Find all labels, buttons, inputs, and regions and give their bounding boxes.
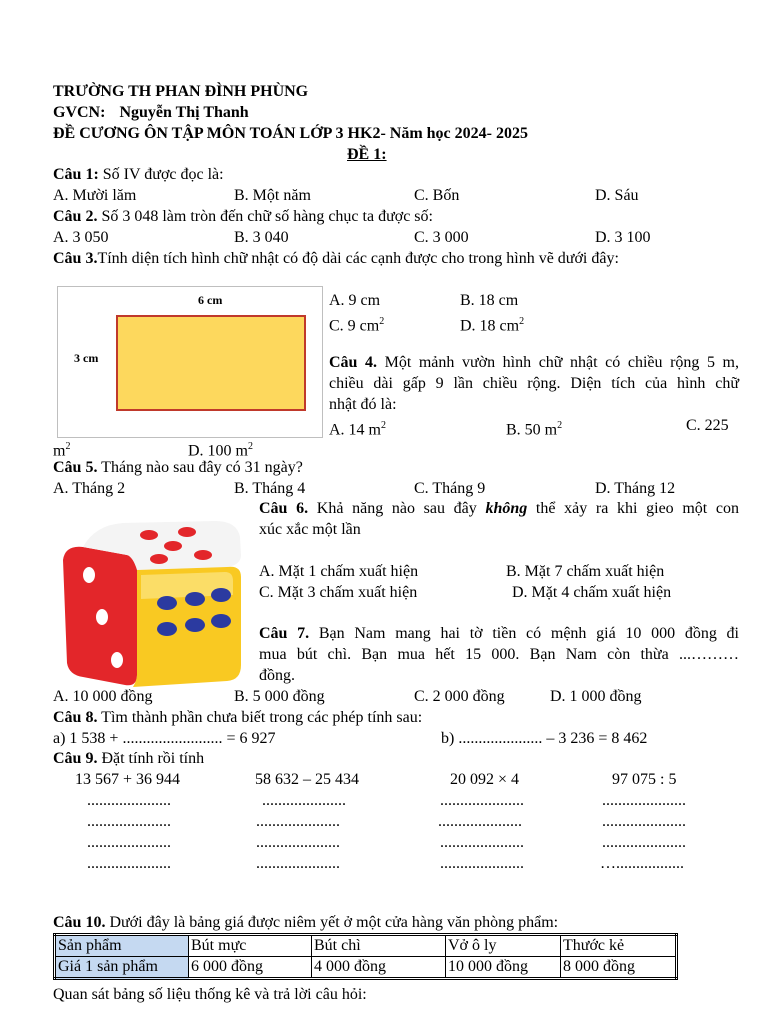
option-text: A. 14 m (329, 421, 381, 439)
dice-image (55, 515, 245, 690)
superscript: 2 (248, 441, 253, 452)
answer-blank: ..................... (256, 855, 340, 872)
q7-option-d: D. 1 000 đồng (550, 688, 642, 705)
question-text: Khả năng nào sau đây (308, 500, 486, 517)
answer-blank: ..................... (602, 834, 686, 851)
q7-option-a: A. 10 000 đồng (53, 688, 153, 705)
table-cell: Vở ô ly (446, 935, 561, 957)
table-cell: 10 000 đồng (446, 957, 561, 979)
q6-option-b: B. Mặt 7 chấm xuất hiện (506, 563, 665, 580)
q9-operation-2: 58 632 – 25 434 (255, 771, 359, 788)
teacher-line (53, 103, 249, 123)
question-8 (53, 708, 422, 728)
question-4-line1 (329, 353, 739, 373)
question-4-line2: chiều dài gấp 9 lần chiều rộng. Diện tích của hình chữ (329, 375, 739, 392)
height-label: 3 cm (74, 351, 99, 365)
answer-blank: ..................... (438, 813, 522, 830)
q7-option-b: B. 5 000 đồng (234, 688, 325, 705)
question-7-line1 (259, 624, 739, 644)
question-text: Dưới đây là bảng giá được niêm yết ở một cửa hàng văn phòng phẩm: (105, 914, 559, 931)
answer-blank: ..................... (87, 834, 171, 851)
q1-option-c: C. Bốn (414, 187, 460, 204)
q5-option-b: B. Tháng 4 (234, 480, 306, 497)
q2-option-d: D. 3 100 (595, 229, 651, 246)
table-row (55, 957, 677, 979)
question-text: Số IV được đọc là: (98, 166, 224, 183)
answer-blank: ..................... (256, 813, 340, 830)
q3-option-b: B. 18 cm (460, 292, 519, 309)
q4-option-b (506, 416, 562, 440)
emphasis-text: không (485, 500, 528, 517)
question-3 (53, 249, 619, 269)
answer-blank: ..................... (440, 855, 524, 872)
question-9 (53, 749, 204, 769)
q1-option-d: D. Sáu (595, 187, 639, 204)
question-7-line2: mua bút chì. Bạn mua hết 15 000. Bạn Nam còn thừa ...……… (259, 646, 739, 663)
q6-option-d: D. Mặt 4 chấm xuất hiện (512, 584, 672, 601)
q2-option-b: B. 3 040 (234, 229, 289, 246)
question-text: Tháng nào sau đây có 31 ngày? (97, 459, 303, 476)
q3-option-d (460, 312, 524, 336)
answer-blank: ..................... (440, 792, 524, 809)
question-label: Câu 8. (53, 709, 98, 726)
q8-part-a: a) 1 538 + ......................... = 6 927 (53, 730, 276, 747)
question-4-line3: nhật đó là: (329, 396, 397, 413)
question-label: Câu 6. (259, 500, 309, 517)
q7-option-c: C. 2 000 đồng (414, 688, 505, 705)
document-title: ĐỀ CƯƠNG ÔN TẬP MÔN TOÁN LỚP 3 HK2- Năm học 2024- 2025 (53, 125, 528, 142)
answer-blank: ..................... (87, 813, 171, 830)
table-cell: 8 000 đồng (561, 957, 677, 979)
yellow-rectangle (116, 315, 306, 411)
unit-text: m (53, 442, 66, 460)
question-2 (53, 207, 433, 227)
option-text: D. 18 cm (460, 317, 520, 335)
table-instruction: Quan sát bảng số liệu thống kê và trả lời câu hỏi: (53, 986, 367, 1003)
superscript: 2 (65, 441, 71, 452)
q4-option-a (329, 416, 386, 440)
answer-blank: ..................... (440, 834, 524, 851)
table-cell: 4 000 đồng (312, 957, 446, 979)
question-7-line3: đồng. (259, 667, 295, 684)
question-text: thể xảy ra khi gieo một con (527, 500, 740, 517)
question-text: Số 3 048 làm tròn đến chữ số hàng chục ta được số: (97, 208, 433, 225)
answer-blank: ..................... (87, 855, 171, 872)
question-text: Một mảnh vườn hình chữ nhật có chiều rộng 5 m, (377, 354, 740, 371)
option-text: D. 100 m (188, 442, 248, 460)
q5-option-d: D. Tháng 12 (595, 480, 676, 497)
option-text: C. 9 cm (329, 317, 380, 335)
answer-blank: ..................... (602, 792, 686, 809)
q1-option-a: A. Mười lăm (53, 187, 137, 204)
question-text: Tìm thành phần chưa biết trong các phép tính sau: (97, 709, 423, 726)
rectangle-figure (57, 286, 323, 438)
q1-option-b: B. Một năm (234, 187, 311, 204)
answer-blank: ..................... (262, 792, 346, 809)
q3-option-a: A. 9 cm (329, 292, 381, 309)
answer-blank: ..................... (87, 792, 171, 809)
table-cell: 6 000 đồng (189, 957, 312, 979)
option-text: B. 50 m (506, 421, 558, 439)
answer-blank: ..................... (256, 834, 340, 851)
q9-operation-1: 13 567 + 36 944 (75, 771, 181, 788)
width-label: 6 cm (198, 293, 223, 307)
table-cell: Bút mực (189, 935, 312, 957)
q5-option-a: A. Tháng 2 (53, 480, 126, 497)
question-5 (53, 458, 303, 478)
q9-operation-3: 20 092 × 4 (450, 771, 520, 788)
q9-operation-4: 97 075 : 5 (612, 771, 677, 788)
question-label: Câu 4. (329, 354, 378, 371)
question-text: Bạn Nam mang hai tờ tiền có mệnh giá 10 000 đồng đi (309, 625, 739, 642)
question-label: Câu 1: (53, 166, 99, 183)
question-6-line2: xúc xắc một lần (259, 521, 361, 538)
school-name: TRƯỜNG TH PHAN ĐÌNH PHÙNG (53, 83, 309, 100)
question-label: Câu 5. (53, 459, 98, 476)
question-label: Câu 9. (53, 750, 98, 767)
question-label: Câu 7. (259, 625, 310, 642)
q3-option-c (329, 312, 384, 336)
question-label: Câu 2. (53, 208, 98, 225)
teacher-label: GVCN: (53, 104, 106, 121)
exam-number: ĐỀ 1: (347, 146, 387, 163)
superscript: 2 (379, 316, 385, 327)
table-cell: Thước kẻ (561, 935, 677, 957)
q5-option-c: C. Tháng 9 (414, 480, 486, 497)
q4-option-c: C. 225 (686, 417, 729, 434)
q6-option-a: A. Mặt 1 chấm xuất hiện (259, 563, 419, 580)
table-header-cell: Giá 1 sản phẩm (55, 957, 189, 979)
teacher-name: Nguyễn Thị Thanh (119, 104, 249, 121)
answer-blank: …................. (600, 855, 684, 872)
q2-option-c: C. 3 000 (414, 229, 469, 246)
question-1 (53, 165, 224, 185)
q6-option-c: C. Mặt 3 chấm xuất hiện (259, 584, 418, 601)
q8-part-b: b) ..................... – 3 236 = 8 462 (441, 730, 648, 747)
question-10 (53, 913, 558, 933)
table-row (55, 935, 677, 957)
table-header-cell: Sản phẩm (55, 935, 189, 957)
answer-blank: ..................... (602, 813, 686, 830)
q2-option-a: A. 3 050 (53, 229, 109, 246)
question-label: Câu 10. (53, 914, 106, 931)
table-cell: Bút chì (312, 935, 446, 957)
superscript: 2 (557, 420, 563, 431)
price-table (53, 933, 678, 980)
superscript: 2 (381, 420, 386, 431)
question-label: Câu 3. (53, 250, 98, 267)
question-text: Đặt tính rồi tính (97, 750, 205, 767)
question-6-line1 (259, 499, 739, 519)
question-text: Tính diện tích hình chữ nhật có độ dài các cạnh được cho trong hình vẽ dưới đây: (97, 250, 619, 267)
superscript: 2 (519, 316, 525, 327)
